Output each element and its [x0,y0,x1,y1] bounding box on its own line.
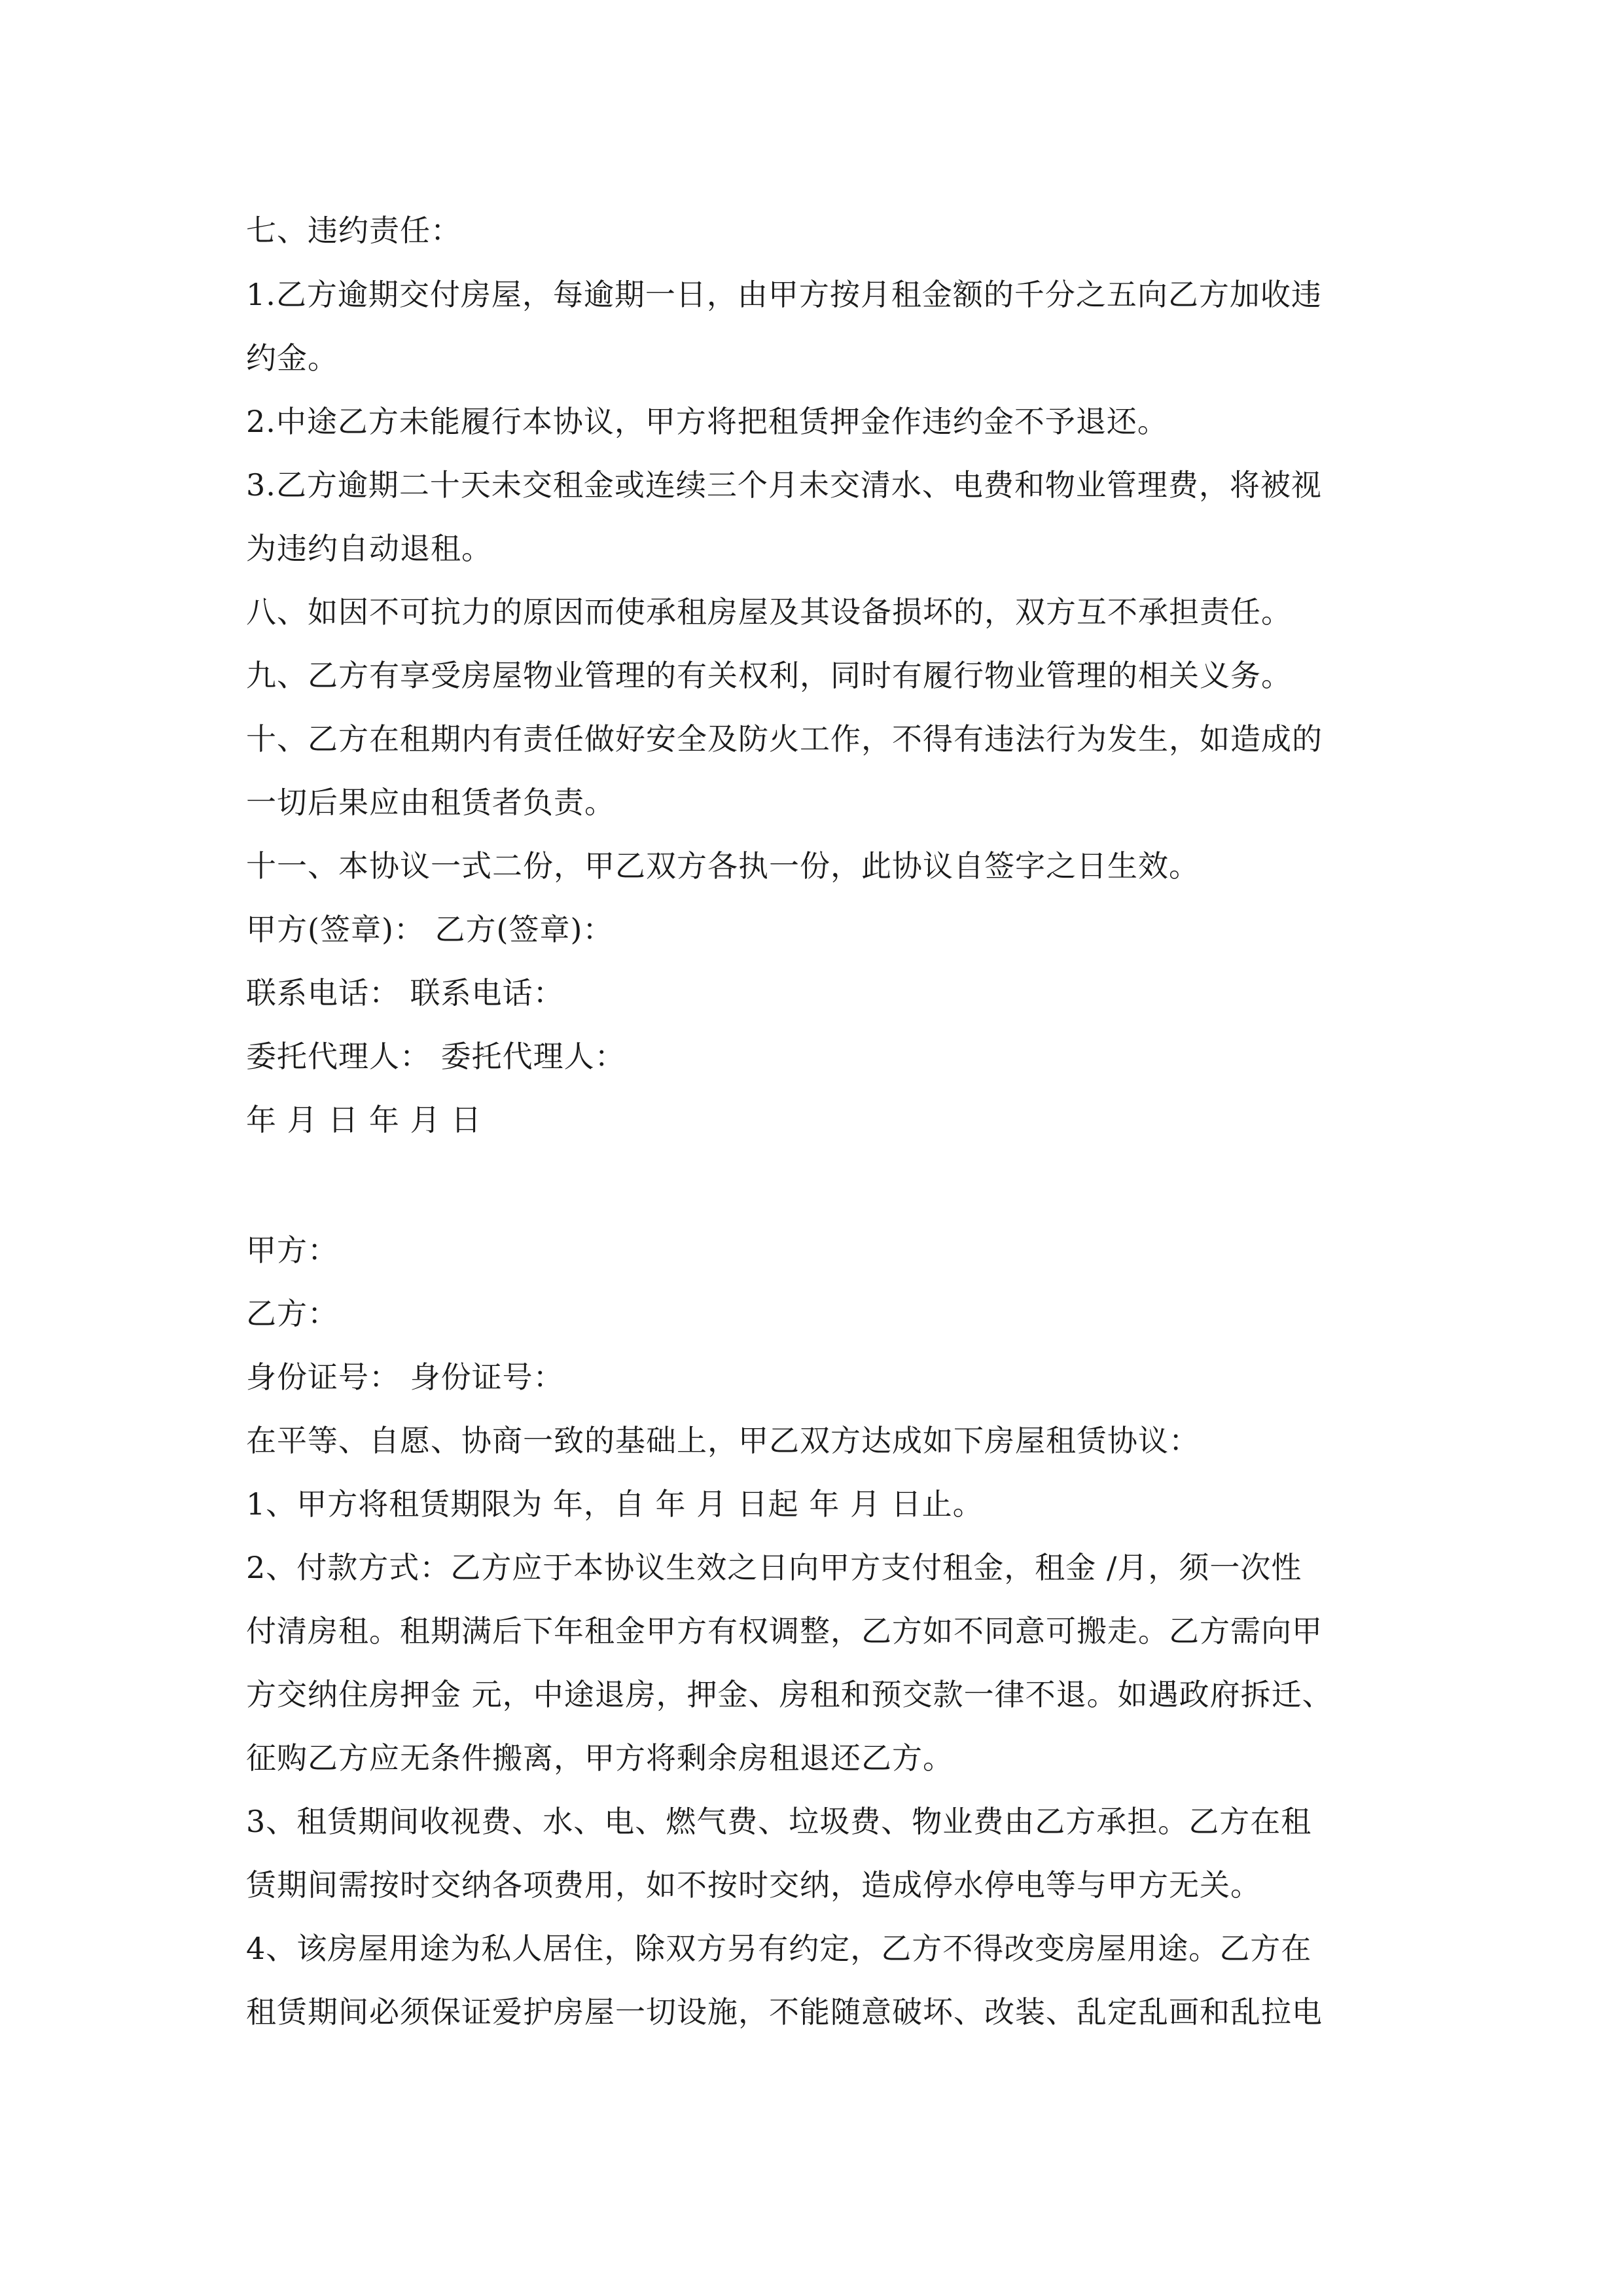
section-nine: 九、乙方有享受房屋物业管理的有关权利，同时有履行物业管理的相关义务。 [246,658,1292,693]
section-seven-heading: 七、违约责任： [246,213,461,248]
signature-line: 甲方(签章)： 乙方(签章)： [246,912,614,947]
clause-3-line-2: 赁期间需按时交纳各项费用，如不按时交纳，造成停水停电等与甲方无关。 [246,1867,1261,1903]
agent-line: 委托代理人： 委托代理人： [246,1039,626,1074]
section-eleven: 十一、本协议一式二份，甲乙双方各执一份，此协议自签字之日生效。 [246,848,1200,884]
clause-7-3-line-2: 为违约自动退租。 [246,531,492,566]
date-line: 年 月 日 年 月 日 [246,1102,482,1138]
clause-2-line-3: 方交纳住房押金 元，中途退房，押金、房租和预交款一律不退。如遇政府拆迁、 [246,1677,1333,1712]
clause-7-2: 2.中途乙方未能履行本协议，甲方将把租赁押金作违约金不予退还。 [246,404,1168,439]
clause-7-3-line-1: 3.乙方逾期二十天未交租金或连续三个月未交清水、电费和物业管理费，将被视 [246,467,1322,503]
clause-7-1-line-1: 1.乙方逾期交付房屋，每逾期一日，由甲方按月租金额的千分之五向乙方加收违 [246,277,1322,312]
clause-7-1-line-2: 约金。 [246,340,338,376]
party-a-label: 甲方： [246,1232,338,1268]
clause-3-line-1: 3、租赁期间收视费、水、电、燃气费、垃圾费、物业费由乙方承担。乙方在租 [246,1804,1312,1839]
clause-2-line-1: 2、付款方式：乙方应于本协议生效之日向甲方支付租金，租金 /月，须一次性 [246,1550,1302,1585]
section-ten-line-2: 一切后果应由租赁者负责。 [246,785,615,820]
clause-4-line-1: 4、该房屋用途为私人居住，除双方另有约定，乙方不得改变房屋用途。乙方在 [246,1931,1312,1966]
clause-2-line-4: 征购乙方应无条件搬离，甲方将剩余房租退还乙方。 [246,1740,954,1776]
phone-line: 联系电话： 联系电话： [246,975,564,1011]
agreement-intro: 在平等、自愿、协商一致的基础上，甲乙双方达成如下房屋租赁协议： [246,1423,1200,1458]
clause-4-line-2: 租赁期间必须保证爱护房屋一切设施，不能随意破坏、改装、乱定乱画和乱拉电 [246,1994,1323,2030]
id-number-line: 身份证号： 身份证号： [246,1359,564,1395]
section-ten-line-1: 十、乙方在租期内有责任做好安全及防火工作，不得有违法行为发生，如造成的 [246,721,1323,757]
section-eight: 八、如因不可抗力的原因而使承租房屋及其设备损坏的，双方互不承担责任。 [246,594,1292,630]
clause-2-line-2: 付清房租。租期满后下年租金甲方有权调整，乙方如不同意可搬走。乙方需向甲 [246,1613,1323,1649]
clause-1: 1、甲方将租赁期限为 年，自 年 月 日起 年 月 日止。 [246,1486,984,1522]
party-b-label: 乙方： [246,1296,338,1331]
